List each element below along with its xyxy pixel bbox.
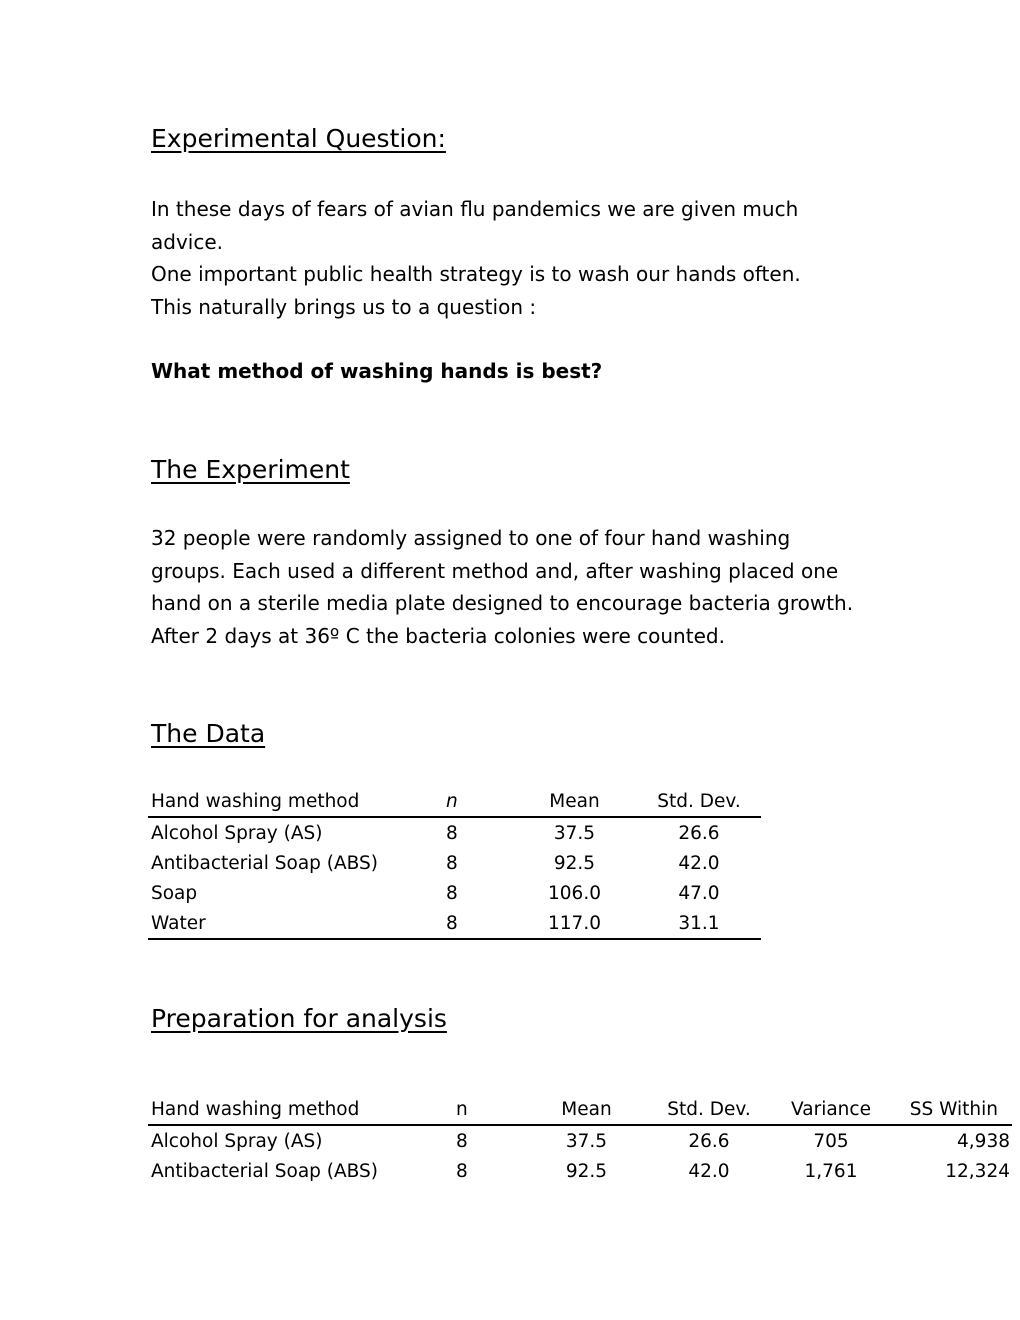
table-row — [148, 908, 761, 939]
column-header: Std. Dev. — [637, 786, 761, 817]
experimental-question-paragraph — [151, 193, 871, 323]
experimental-question-heading: Experimental Question: — [151, 124, 446, 153]
table-cell: 26.6 — [688, 1130, 730, 1152]
table-header-row — [148, 1094, 1012, 1125]
table-cell: 8 — [456, 1130, 468, 1152]
table-row — [148, 848, 761, 878]
table-row — [148, 817, 761, 848]
paragraph-line: One important public health strategy is to wash our hands often. — [151, 262, 801, 286]
table-header-row — [148, 786, 761, 817]
table-cell: 26.6 — [678, 822, 720, 844]
column-header: Mean — [512, 786, 637, 817]
table-row — [148, 1156, 1012, 1186]
table-cell: 37.5 — [553, 822, 596, 844]
table-cell: 12,324 — [945, 1160, 1010, 1182]
table-cell: Alcohol Spray (AS) — [151, 1130, 323, 1152]
table-row — [148, 878, 761, 908]
table-cell: Alcohol Spray (AS) — [151, 822, 323, 844]
experiment-paragraph: 32 people were randomly assigned to one of four hand washing groups. Each used a different method and, after washing placed one hand on a sterile media plate designed to encourage bacteria growth. After 2 days at 36º C the bacteria colonies were counted. — [151, 526, 854, 648]
column-header: Std. Dev. — [647, 1094, 771, 1125]
table-cell: 92.5 — [565, 1160, 608, 1182]
table-cell: Antibacterial Soap (ABS) — [151, 1160, 378, 1182]
research-question: What method of washing hands is best? — [151, 359, 603, 383]
table-cell: 42.0 — [678, 852, 720, 874]
table-cell: 92.5 — [553, 852, 596, 874]
experiment-heading: The Experiment — [151, 455, 350, 484]
table-cell: 47.0 — [678, 882, 720, 904]
table-cell: 8 — [456, 1160, 468, 1182]
table-cell: 1,761 — [804, 1160, 858, 1182]
table-cell: 106.0 — [548, 882, 601, 904]
table-cell: 705 — [813, 1130, 849, 1152]
table-cell: Antibacterial Soap (ABS) — [151, 852, 378, 874]
table-cell: Soap — [151, 882, 198, 904]
table-cell: 31.1 — [637, 908, 761, 939]
paragraph-line: In these days of fears of avian flu pandemics we are given much advice. — [151, 197, 799, 254]
table-cell: 117.0 — [512, 908, 637, 939]
column-header: SS Within — [891, 1094, 1012, 1125]
column-header: Variance — [771, 1094, 891, 1125]
column-header: n — [440, 786, 512, 817]
table-cell: 8 — [446, 822, 458, 844]
column-header: Hand washing method — [148, 786, 440, 817]
data-table — [148, 786, 761, 940]
table-cell: Water — [148, 908, 440, 939]
paragraph-line: This naturally brings us to a question : — [151, 294, 537, 319]
table-cell: 42.0 — [688, 1160, 730, 1182]
column-header: n — [448, 1094, 526, 1125]
table-cell: 8 — [440, 908, 512, 939]
data-heading: The Data — [151, 719, 266, 748]
table-row — [148, 1125, 1012, 1156]
column-header: Hand washing method — [148, 1094, 448, 1125]
table-cell: 8 — [446, 852, 458, 874]
preparation-heading: Preparation for analysis — [151, 1004, 447, 1033]
preparation-table — [148, 1094, 1012, 1186]
column-header: Mean — [526, 1094, 647, 1125]
table-cell: 37.5 — [565, 1130, 608, 1152]
table-cell: 4,938 — [957, 1130, 1010, 1152]
table-cell: 8 — [446, 882, 458, 904]
